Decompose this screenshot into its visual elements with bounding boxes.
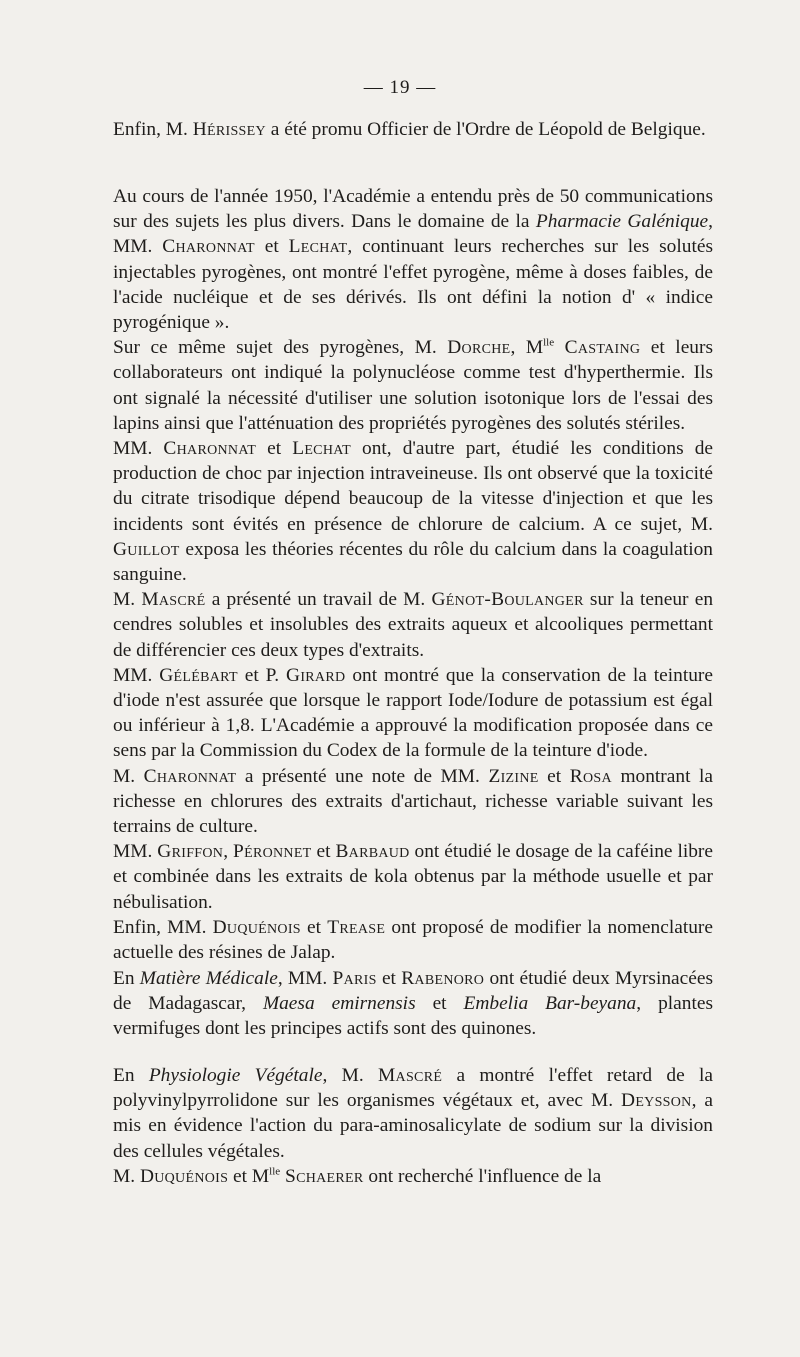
person-name: Schaerer [285, 1165, 364, 1187]
species-name: Maesa emirnensis [262, 993, 416, 1015]
person-name: Dorche [447, 337, 511, 359]
section-term: Matière Médicale [139, 968, 278, 989]
paragraph [113, 839, 713, 915]
text-run: a présenté un travail de M. [205, 589, 432, 611]
person-name: Barbaud [335, 841, 410, 863]
text-run: montrant la richesse en chlorures des extraits d'artichaut, richesse variable suivant les terrains de culture. [113, 765, 714, 838]
paragraph [113, 184, 713, 335]
paragraph [113, 1164, 713, 1189]
text-run: , a mis en évidence l'action du para-aminosalicylate de sodium sur la division des cellules végétales. [113, 1090, 713, 1162]
page-number: — 19 — [363, 77, 437, 98]
text-run: ont recherché l'influence de la [363, 1165, 602, 1187]
person-name: Lechat [292, 438, 351, 460]
text-block-honors [113, 117, 713, 142]
person-name: Duquénois [212, 916, 301, 938]
text-run: et [538, 765, 570, 787]
text-block-plant-physiology [113, 1063, 713, 1189]
person-name: Hérissey [192, 119, 266, 140]
person-name: Gélébart [159, 664, 238, 686]
paragraph [113, 764, 713, 840]
superscript: lle [543, 336, 555, 349]
section-term: Pharmacie Galénique [535, 211, 709, 233]
person-name: Génot-Boulanger [431, 589, 584, 611]
text-run: M. [113, 765, 144, 787]
text-run: ont proposé de modifier la nomenclature actuelle des résines de Jalap. [113, 916, 713, 964]
species-name: Embelia Bar-beyana [463, 993, 637, 1015]
text-run: et [415, 993, 464, 1015]
text-block-galenic-pharmacy [113, 184, 713, 965]
text-run: ont étudié deux Myrsinacées de Madagascar, [113, 968, 714, 1015]
person-name: Charonnat [143, 765, 237, 787]
paragraph [113, 663, 713, 764]
paragraph [113, 117, 713, 142]
text-run: M. [113, 589, 142, 611]
text-block-materia-medica [113, 966, 713, 1042]
person-name: Paris [332, 968, 377, 989]
text-run: ont, d'autre part, étudié les conditions de production de choc par injection intraveineuse. Ils ont observé que la toxicité du citrate trisodique dépend beaucoup de la vitesse d'injection et que les incidents sont évités en présence de chlorure de calcium. A ce sujet, M. [113, 438, 713, 535]
person-name: Zizine [488, 765, 539, 787]
text-run: M. [113, 1165, 140, 1187]
text-run: Enfin, MM. [113, 916, 213, 938]
text-run: Enfin, M. [113, 119, 193, 140]
text-run: Sur ce même sujet des pyrogènes, M. [113, 337, 448, 359]
text-run: et [256, 438, 293, 460]
paragraph [113, 335, 713, 436]
text-run: En [113, 1065, 149, 1086]
person-name: Péronnet [233, 841, 312, 863]
text-run: , M [510, 337, 544, 359]
paragraph [113, 436, 713, 587]
person-name: Castaing [564, 337, 641, 359]
person-name: Rosa [569, 765, 612, 787]
person-name: Rabenoro [401, 968, 485, 989]
person-name: Girard [286, 664, 346, 686]
text-run: a été promu Officier de l'Ordre de Léopold de Belgique. [265, 119, 706, 140]
person-name: Trease [327, 916, 386, 938]
text-run: exposa les théories récentes du rôle du calcium dans la coagulation sanguine. [113, 538, 713, 586]
text-run: et M [228, 1165, 270, 1187]
text-run: MM. [113, 438, 164, 460]
superscript: lle [269, 1165, 281, 1178]
text-run: a présenté une note de MM. [236, 765, 489, 787]
person-name: Charonnat [162, 236, 255, 258]
person-name: Mascré [141, 589, 206, 611]
person-name: Mascré [378, 1065, 443, 1086]
paragraph [113, 1063, 713, 1164]
text-run: Au cours de l'année 1950, l'Académie a entendu près de 50 communications sur des sujets les plus divers. Dans le domaine de la [113, 186, 713, 233]
text-run: et leurs collaborateurs ont indiqué la polynucléose comme test d'hyperthermie. Ils ont signalé la nécessité d'utiliser une solution isotonique lors de l'essai des lapins ainsi que l'atténuation des propriétés pyrogènes des solutés stériles. [113, 337, 713, 434]
person-name: Charonnat [163, 438, 257, 460]
paragraph [113, 966, 713, 1042]
paragraph [113, 915, 713, 965]
section-term: Physiologie Végétale [148, 1065, 323, 1086]
text-run: et [300, 916, 328, 938]
text-run: , MM. [277, 968, 333, 989]
text-run: ont étudié le dosage de la caféine libre et combinée dans les extraits de kola obtenus par la méthode usuelle et par nébulisation. [113, 841, 713, 913]
text-run: ont montré que la conservation de la teinture d'iode n'est assurée que lorsque le rapport Iode/Iodure de potassium est égal ou inférieur à 1,8. L'Académie a approuvé la modification proposée dans ce sens par la Commission du Codex de la formule de la teinture d'iode. [113, 664, 713, 762]
text-run: MM. [113, 841, 158, 863]
person-name: Duquénois [139, 1165, 229, 1187]
person-name: Lechat [288, 236, 348, 258]
person-name: Deysson [621, 1090, 692, 1112]
text-run: et P. [237, 664, 287, 686]
person-name: Griffon [157, 841, 224, 863]
text-run: , plantes vermifuges dont les principes actifs sont des quinones. [113, 993, 713, 1040]
text-run: et [254, 236, 289, 258]
text-run: et [311, 841, 336, 863]
text-run: a montré l'effet retard de la polyvinylpyrrolidone sur les organismes végétaux et, avec M. [113, 1065, 713, 1112]
person-name: Guillot [113, 538, 180, 560]
text-run: sur la teneur en cendres solubles et insolubles des extraits aqueux et alcooliques permettant de différencier ces deux types d'extraits. [113, 589, 714, 661]
text-run: , M. [322, 1065, 379, 1086]
paragraph [113, 587, 713, 663]
text-run: En [113, 968, 140, 989]
text-run: , [223, 841, 234, 863]
text-run: MM. [113, 664, 160, 686]
text-run: , MM. [113, 211, 713, 258]
text-run: , continuant leurs recherches sur les solutés injectables pyrogènes, ont montré l'effet pyrogène, même à doses faibles, de l'acide nucléique et de ses dérivés. Ils ont défini la notion d' « indice pyrogénique ». [113, 236, 713, 334]
text-run: et [376, 968, 402, 989]
